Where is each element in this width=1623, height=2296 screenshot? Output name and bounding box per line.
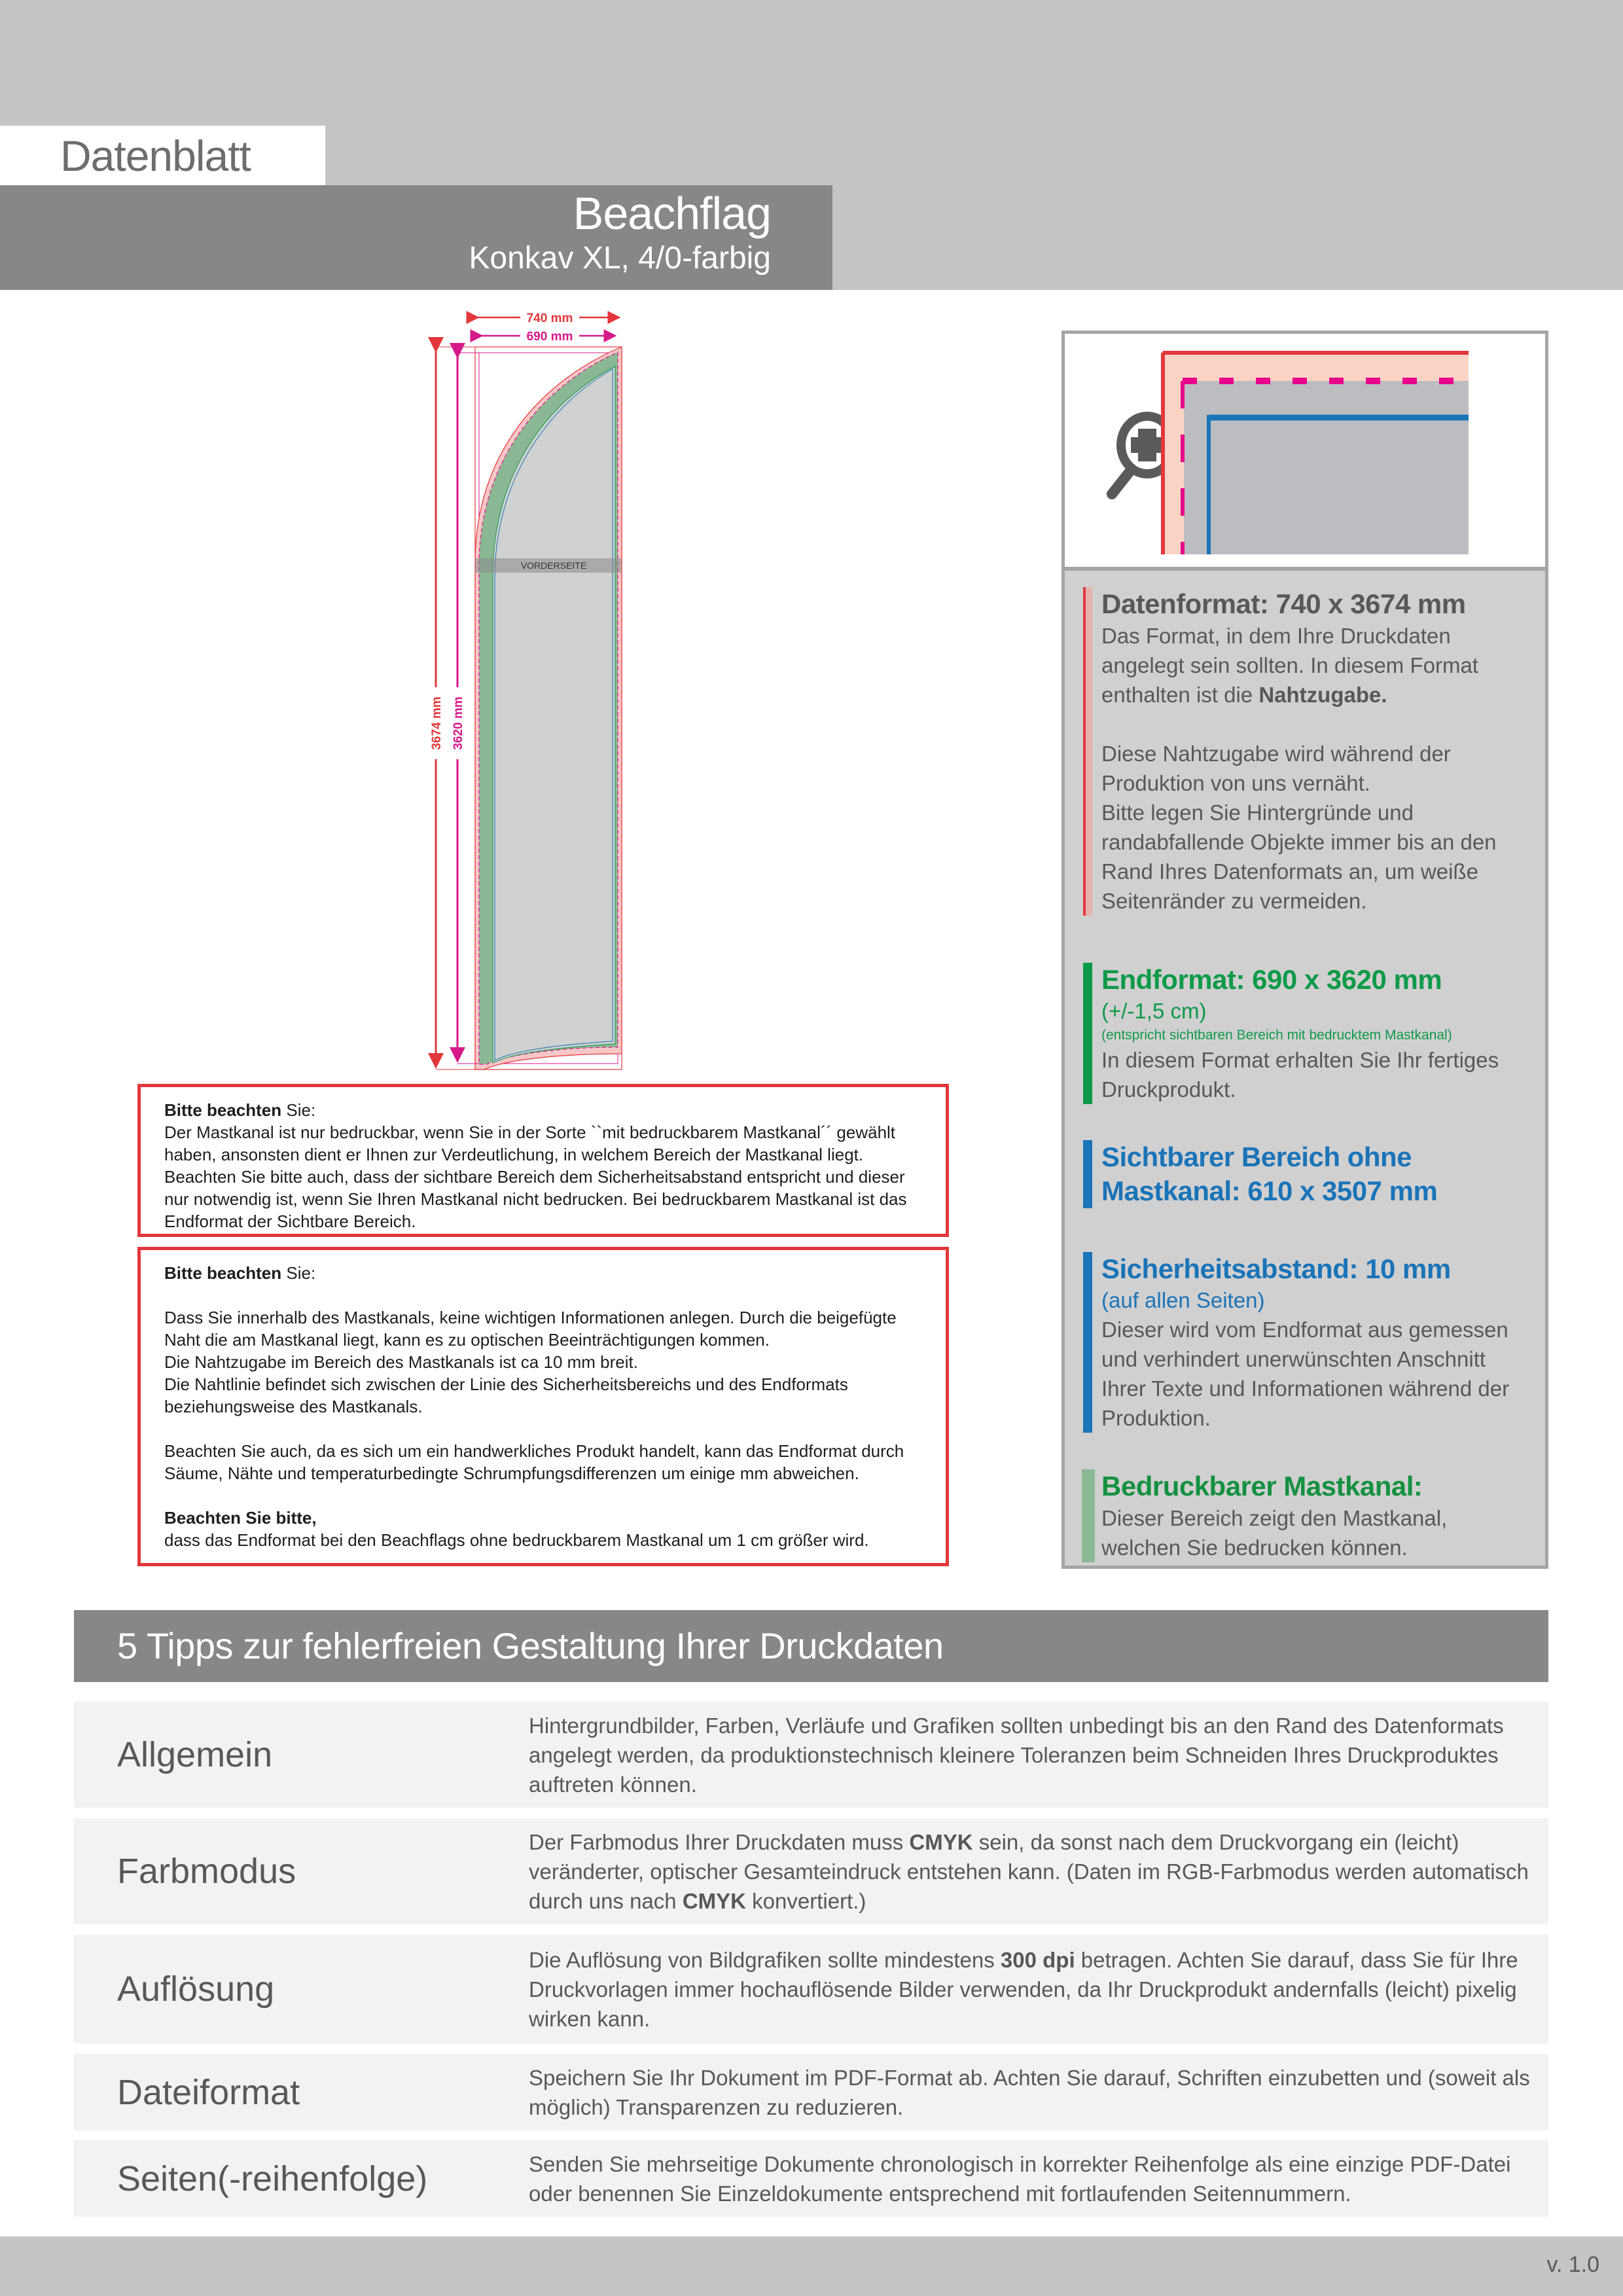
note-text: dass das Endformat bei den Beachflags ohne bedruckbarem Mastkanal um 1 cm größer wird.	[164, 1530, 869, 1550]
tip-row	[74, 2140, 1548, 2217]
height-3674-label: 3674 mm	[430, 696, 444, 750]
width-690-label: 690 mm	[526, 330, 573, 344]
info-sichtbarer-bereich	[1074, 1140, 1532, 1208]
tip-text: Der Farbmodus Ihrer Druckdaten muss CMYK sein, da sonst nach dem Druckvorgang ein (leicht) veränderter, optischer Gesamteindruck entstehen kann. (Daten im RGB-Farbmodus werden automatisch durch uns nach CMYK konvertiert.)	[529, 1829, 1529, 1913]
sichtbar-title-2: Mastkanal: 610 x 3507 mm	[1101, 1175, 1438, 1206]
datenformat-title: Datenformat: 740 x 3674 mm	[1101, 588, 1466, 619]
datenformat-text-2: Diese Nahtzugabe wird während der Produktion von uns vernäht.	[1101, 742, 1451, 795]
tip-label: Auflösung	[117, 1969, 275, 2009]
endformat-note: (entspricht sichtbaren Bereich mit bedrucktem Mastkanal)	[1101, 1028, 1452, 1043]
datenformat-color-bar	[1083, 587, 1092, 916]
doc-type-box	[0, 126, 325, 185]
side-label: VORDERSEITE	[520, 560, 587, 571]
tip-row	[74, 1702, 1548, 1808]
sicherheit-title: Sicherheitsabstand: 10 mm	[1101, 1253, 1451, 1284]
tip-label: Seiten(-reihenfolge)	[117, 2159, 428, 2198]
tip-row	[74, 1818, 1548, 1924]
format-detail-illustration	[1065, 334, 1545, 571]
note-text: Beachten Sie auch, da es sich um ein handwerkliches Produkt handelt, kann das Endformat durch Säume, Nähte und temperaturbedingte Schrumpfungsdifferenzen um einige mm abweichen.	[164, 1441, 904, 1483]
note-box-mastkanal	[137, 1084, 949, 1237]
tip-text: Hintergrundbilder, Farben, Verläufe und Grafiken sollten unbedingt bis an den Rand des Datenformats angelegt werden, da produktionstechnisch kleinere Toleranzen beim Schneiden Ihres Druckproduktes auftreten können.	[529, 1713, 1504, 1797]
height-3620-label: 3620 mm	[452, 696, 465, 750]
format-info-panel	[1061, 331, 1548, 1569]
version-label: v. 1.0	[1546, 2252, 1599, 2277]
tip-label: Farbmodus	[117, 1852, 296, 1891]
width-740-label: 740 mm	[526, 312, 573, 325]
note-text: Die Nahtzugabe im Bereich des Mastkanals ist ca 10 mm breit.	[164, 1352, 638, 1372]
datenformat-text-3: Bitte legen Sie Hintergründe und randabfallende Objekte immer bis an den Rand Ihres Datenformats an, um weiße Seitenränder zu vermeiden.	[1101, 800, 1497, 913]
note-title: Bitte beachten Sie:	[164, 1263, 316, 1283]
mastkanal-text: Dieser Bereich zeigt den Mastkanal, welchen Sie bedrucken können.	[1101, 1506, 1448, 1560]
product-variant: Konkav XL, 4/0-farbig	[469, 241, 771, 276]
mastkanal-title: Bedruckbarer Mastkanal:	[1101, 1471, 1423, 1501]
info-datenformat	[1074, 587, 1532, 916]
note-box-naht	[137, 1247, 949, 1566]
endformat-text: In diesem Format erhalten Sie Ihr fertiges Druckprodukt.	[1101, 1048, 1499, 1102]
info-sicherheitsabstand	[1074, 1252, 1532, 1433]
product-name: Beachflag	[573, 188, 771, 239]
endformat-title: Endformat: 690 x 3620 mm	[1101, 964, 1442, 995]
sicherheit-color-bar	[1083, 1252, 1092, 1433]
note-subtitle: Beachten Sie bitte,	[164, 1508, 317, 1528]
sicherheit-text: Dieser wird vom Endformat aus gemessen und verhindert unerwünschten Anschnitt Ihrer Texte und Informationen während der Produktion.	[1101, 1318, 1510, 1430]
tip-text: Die Auflösung von Bildgrafiken sollte mindestens 300 dpi betragen. Achten Sie darauf, dass Sie für Ihre Druckvorlagen immer hochauflösende Bilder verwenden, da Ihr Druckprodukt andernfalls (leicht) pixelig wirken kann.	[529, 1947, 1518, 2031]
tip-text: Speichern Sie Ihr Dokument im PDF-Format ab. Achten Sie darauf, Schriften einzubetten und (soweit als möglich) Transparenzen zu reduzieren.	[529, 2065, 1530, 2119]
tips-heading: 5 Tipps zur fehlerfreien Gestaltung Ihrer Druckdaten	[74, 1610, 1548, 1682]
info-mastkanal	[1074, 1469, 1532, 1562]
endformat-tolerance: (+/-1,5 cm)	[1101, 999, 1207, 1023]
note-title: Bitte beachten Sie:	[164, 1100, 316, 1120]
datenformat-text: Das Format, in dem Ihre Druckdaten angelegt sein sollten. In diesem Format enthalten ist die Nahtzugabe.	[1101, 624, 1478, 707]
mastkanal-color-bar	[1082, 1469, 1095, 1562]
final-area-sample	[1184, 381, 1469, 554]
tip-row	[74, 1935, 1548, 2043]
sichtbar-title-1: Sichtbarer Bereich ohne	[1101, 1141, 1412, 1172]
tip-label: Dateiformat	[117, 2072, 300, 2112]
product-title-box	[0, 185, 832, 290]
sicherheit-sub: (auf allen Seiten)	[1101, 1288, 1265, 1312]
info-endformat	[1074, 963, 1532, 1104]
sichtbar-color-bar	[1083, 1140, 1092, 1208]
doc-type-title: Datenblatt	[60, 132, 251, 180]
endformat-color-bar	[1083, 963, 1092, 1104]
tip-text: Senden Sie mehrseitige Dokumente chronologisch in korrekter Reihenfolge als eine einzige PDF-Datei oder benennen Sie Einzeldokumente entsprechend mit fortlaufenden Seitennummern.	[529, 2151, 1511, 2206]
flag-diagram	[393, 301, 654, 1086]
footer-band	[0, 2236, 1623, 2296]
tip-label: Allgemein	[117, 1735, 273, 1774]
tip-row	[74, 2054, 1548, 2130]
note-text: Der Mastkanal ist nur bedruckbar, wenn Sie in der Sorte ``mit bedruckbarem Mastkanal´´ gewählt haben, ansonsten dient er Ihnen zur Verdeutlichung, in welchem Bereich der Mastkanal liegt. Beachten Sie bitte auch, dass der sichtbare Bereich dem Sicherheitsabstand entspricht und dieser nur notwendig ist, wenn Sie Ihren Mastkanal nicht bedrucken. Bei bedruckbarem Mastkanal ist das Endformat der Sichtbare Bereich.	[164, 1122, 907, 1231]
note-text: Die Nahtlinie befindet sich zwischen der Linie des Sicherheitsbereichs und des Endformats beziehungsweise des Mastkanals.	[164, 1374, 848, 1416]
note-text: Dass Sie innerhalb des Mastkanals, keine wichtigen Informationen anlegen. Durch die beigefügte Naht die am Mastkanal liegt, kann es zu optischen Beeinträchtigungen kommen.	[164, 1308, 897, 1350]
